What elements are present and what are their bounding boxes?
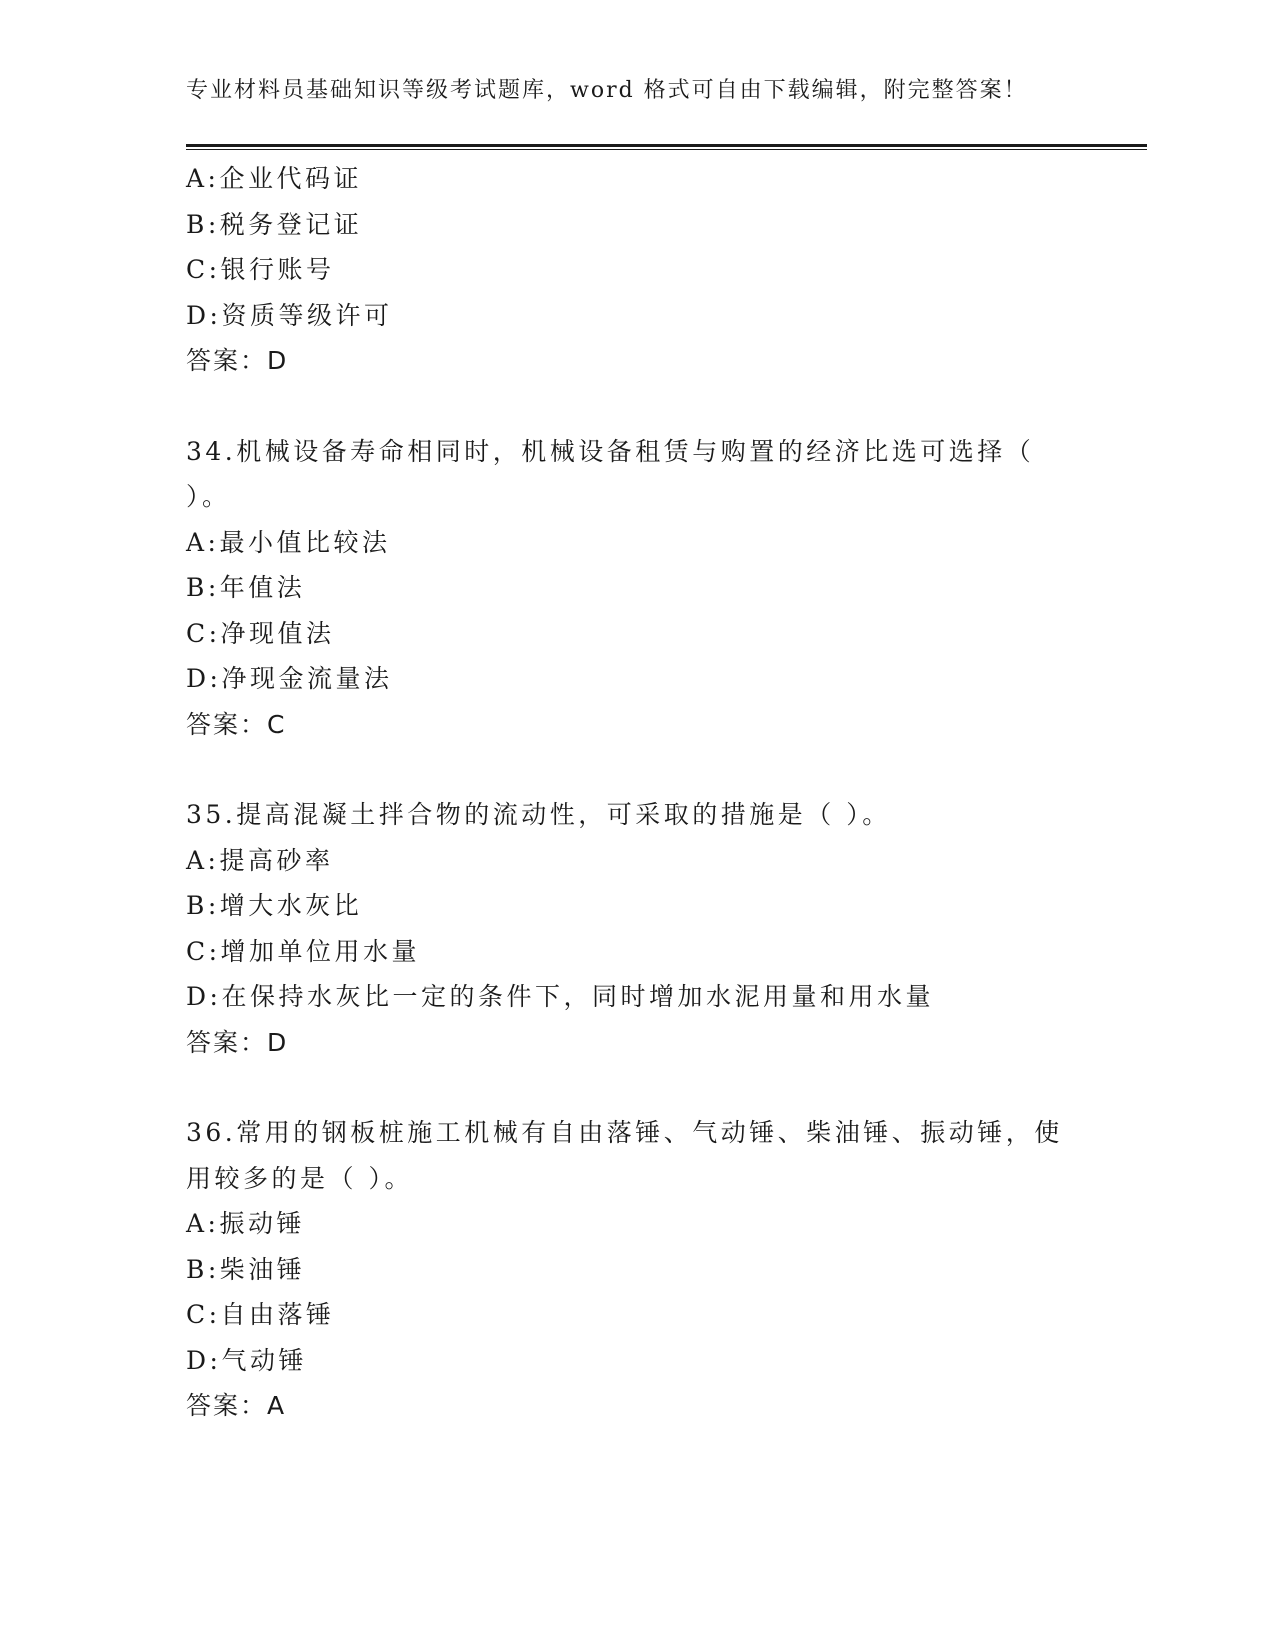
option-c: C:净现值法 (186, 618, 335, 648)
option-d: D:净现金流量法 (186, 664, 393, 693)
header-rule-thick (186, 144, 1147, 147)
question-stem-continued: 用较多的是（ ）。 (186, 1163, 413, 1193)
answer-line: 答案：D (186, 346, 289, 375)
option-b: B:税务登记证 (186, 209, 363, 239)
question-list (186, 156, 1086, 1429)
option-b: B:年值法 (186, 573, 306, 602)
answer-line: 答案：D (186, 1027, 289, 1057)
option-d: D:在保持水灰比一定的条件下，同时增加水泥用量和用水量 (186, 982, 934, 1011)
option-c: C:增加单位用水量 (186, 936, 421, 966)
spacer (186, 384, 1086, 429)
option-d: D:资质等级许可 (186, 300, 393, 330)
answer-line: 答案：A (186, 1391, 287, 1420)
question-stem-continued: ）。 (186, 482, 231, 511)
option-a: A:提高砂率 (186, 845, 334, 875)
question-34 (186, 429, 1086, 748)
option-c: C:自由落锤 (186, 1300, 335, 1329)
answer-line: 答案：C (186, 709, 287, 739)
question-stem: 34.机械设备寿命相同时，机械设备租赁与购置的经济比选可选择（ (186, 436, 1035, 466)
option-a: A:振动锤 (186, 1209, 305, 1238)
option-b: B:柴油锤 (186, 1254, 306, 1284)
spacer (186, 747, 1086, 792)
question-stem: 35.提高混凝土拌合物的流动性，可采取的措施是（ ）。 (186, 800, 891, 829)
option-d: D:气动锤 (186, 1345, 307, 1375)
option-b: B:增大水灰比 (186, 891, 363, 920)
page-header: 专业材料员基础知识等级考试题库，word 格式可自由下载编辑，附完整答案！ (186, 78, 1028, 103)
option-c: C:银行账号 (186, 255, 335, 284)
option-a: A:最小值比较法 (186, 527, 391, 557)
header-rule-thin (186, 149, 1147, 150)
spacer (186, 1065, 1086, 1110)
question-stem: 36.常用的钢板桩施工机械有自由落锤、气动锤、柴油锤、振动锤，使 (186, 1118, 1063, 1147)
question-36 (186, 1110, 1086, 1429)
option-a: A:企业代码证 (186, 164, 362, 193)
question-35 (186, 792, 1086, 1065)
question-33 (186, 156, 1086, 384)
